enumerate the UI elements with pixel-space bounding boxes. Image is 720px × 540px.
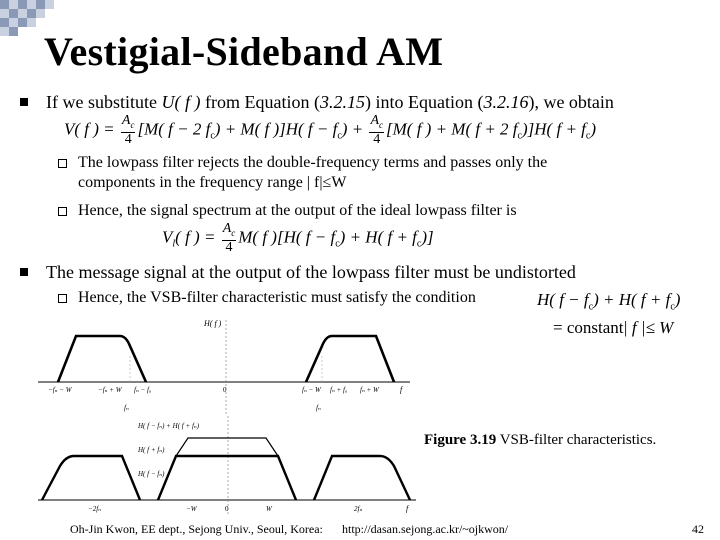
equation-range: | f |≤ W (623, 318, 674, 337)
bullet-substitute: If we substitute U( f ) from Equation (3.2.15) into Equation (3.2.16), we obtain (46, 92, 614, 112)
tick-neg-2fc: −2fₙ (88, 505, 102, 513)
figure-top-filter-plot (38, 316, 418, 416)
sub-bullet-lowpass: The lowpass filter rejects the double-frequency terms and passes only the components in the frequency range | f|≤W (78, 154, 548, 191)
tick-w: W (266, 505, 272, 513)
label-h-f-plus-fc: H( f + fₙ) (138, 446, 165, 454)
tick-neg-w: −W (186, 505, 197, 513)
tick-zero: 0 (223, 386, 227, 394)
equation-vl-of-f: $V_l$( f ) = $\frac{A_c}{4}$ M( f )[H( $f - f_c) + H$( $f + f_c$)] (162, 221, 434, 255)
sub-bullet-spectrum: Hence, the signal spectrum at the output of the ideal lowpass filter is (78, 202, 517, 219)
sub-bullet-square-icon (58, 294, 67, 303)
slide-title: Vestigial-Sideband AM (44, 29, 444, 74)
bullet-square-icon (20, 268, 28, 276)
page-number: 42 (692, 522, 704, 536)
equation-v-of-f: V( f ) = $\frac{A_c}{4}$ [M( f − 2 $f_c) + M$( f )]H( $f - f_c$) + $\frac{A_c}{4}$ [M( f ) + M( f + 2 $f_c)]H$( $f + f_c$) (64, 113, 597, 147)
label-h-f-minus-fc: H( f − fₙ) (138, 470, 165, 478)
sub-bullet-condition: Hence, the VSB-filter characteristic must satisfy the condition (78, 289, 476, 306)
figure-caption: Figure 3.19 VSB-filter characteristics. (424, 432, 657, 448)
tick-fc-plus-w: fₙ + W (360, 386, 379, 394)
figure-bottom-filter-plot (38, 416, 423, 518)
tick-neg-fc-minus-w: −fₙ − W (48, 386, 72, 394)
equation-constant: = constant (553, 318, 624, 337)
axis-label-hf: H( f ) (204, 319, 222, 328)
tick-fc-minus-fa: fₙ − fₐ (134, 386, 151, 394)
bullet-undistorted: The message signal at the output of the lowpass filter must be undistorted (46, 262, 576, 282)
equation-condition: H( $f - f_c) + H$( $f + f_c$) (537, 290, 681, 313)
footer-author: Oh-Jin Kwon, EE dept., Sejong Univ., Seoul, Korea: (70, 522, 323, 536)
sub-bullet-square-icon (58, 207, 67, 216)
tick-fc-right: fₙ (316, 404, 321, 412)
tick-fc-plus-fa: fₙ + fₐ (330, 386, 347, 394)
tick-2fc: 2fₙ (354, 505, 363, 513)
tick-fc-minus-w: fₙ − W (302, 386, 321, 394)
tick-f-bottom: f (406, 504, 409, 513)
tick-f: f (400, 385, 403, 394)
footer-url[interactable]: http://dasan.sejong.ac.kr/~ojkwon/ (342, 522, 509, 536)
bullet-square-icon (20, 98, 28, 106)
tick-fc-left: fₙ (124, 404, 129, 412)
sub-bullet-square-icon (58, 159, 67, 168)
tick-zero-bottom: 0 (225, 505, 229, 513)
tick-neg-fc-plus-w: −fₙ + W (98, 386, 122, 394)
label-sum-filters: H( f − fₙ) + H( f + fₙ) (138, 422, 200, 430)
